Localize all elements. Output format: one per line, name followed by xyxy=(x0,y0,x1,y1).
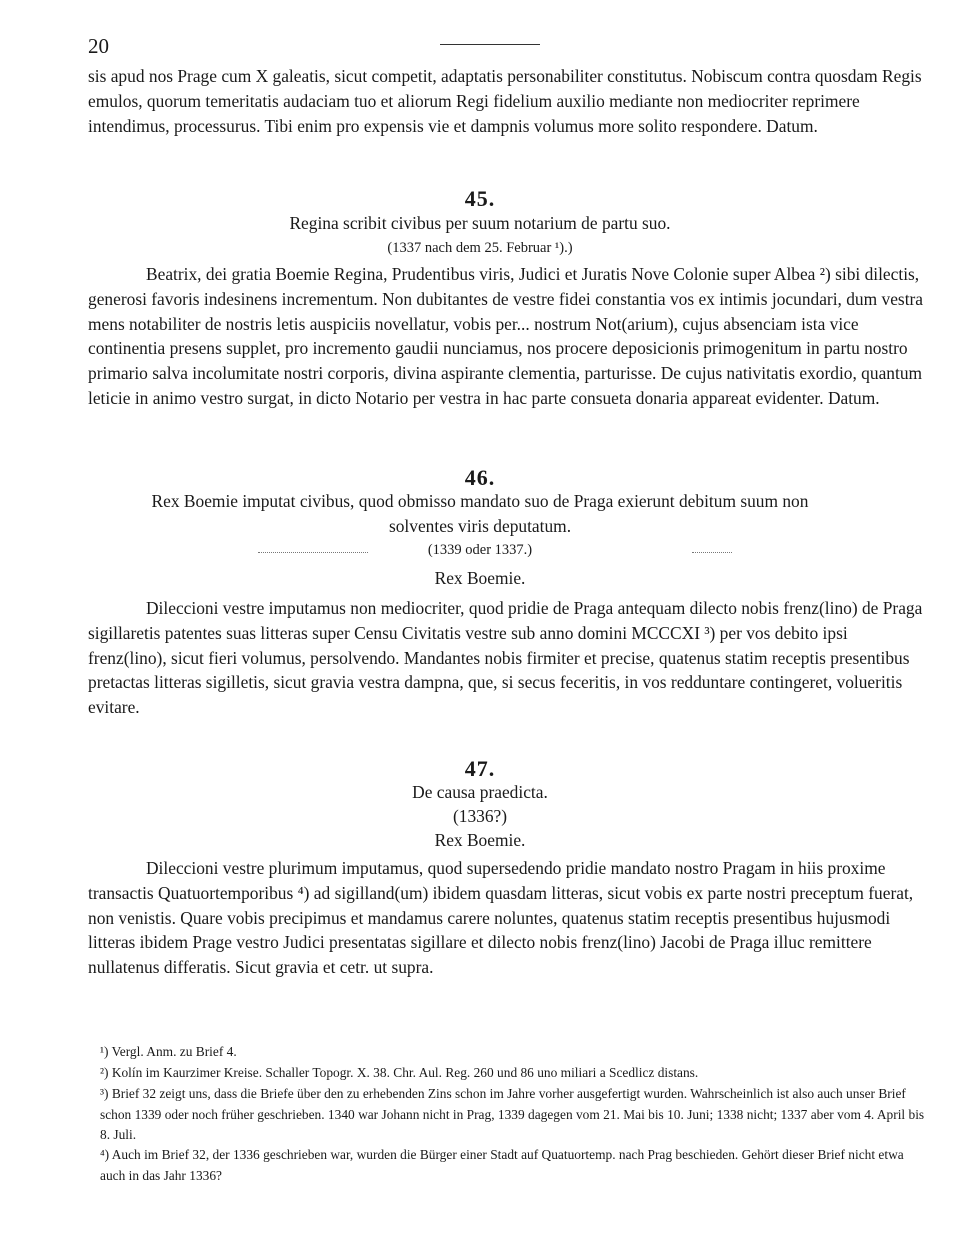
letter-47-date: (1336?) xyxy=(452,806,508,826)
letter-45-body: Beatrix, dei gratia Boemie Regina, Prudentibus viris, Judici et Juratis Nove Colonie super Albea ²) sibi dilectis, generosi favoris indesinens incrementum. Non dubitantes de vestre fidei constantia vos ex intimis jocundari, dum vestra mens notabiliter de nostris letis auspiciis novellatur, vobis per... nostrum Not(arium), cujus absenciam ista vice continentia presens supplet, pro incremento gaudii nunciamus, nos procere deposicionis primogenitum in partu nostro primario salva incolumitate nostri corporis, divina aspirante clementia, parturisse. De cujus nativitatis exordio, quantum leticie in animo vestro surgat, in dicto Notario per vestra in hac parte consueta donaria appareat evidenter. Datum. xyxy=(88,264,924,408)
letter-45-number: 45. xyxy=(464,186,496,211)
letter-46-body: Dileccioni vestre imputamus non mediocriter, quod pridie de Praga antequam dilecto nobis frenz(lino) de Praga sigillaretis patentes suas litteras super Censu Civitatis vestre sub anno domini MCCCXI ³) per vos debito ipsi frenz(lino), sicut fieri volumus, persolvendo. Mandantes nobis firmiter et precise, quatenus statim receptis presentibus pretactas litteras sigilletis, sicut gravia vestra dampna, que, si secus feceritis, in vos redduntare contingeret, volueritis evitare. xyxy=(88,598,923,718)
footnote-2: ²) Kolín im Kaurzimer Kreise. Schaller Topogr. X. 38. Chr. Aul. Reg. 260 und 86 uno miliari a Scedlicz distans. xyxy=(100,1065,699,1080)
letter-46-sender: Rex Boemie. xyxy=(434,568,526,588)
letter-46-date: (1339 oder 1337.) xyxy=(427,542,533,558)
letter-46-summary-line2: solventes viris deputatum. xyxy=(388,516,572,536)
footnote-4: ⁴) Auch im Brief 32, der 1336 geschrieben war, wurden die Bürger einer Stadt auf Quatuortemp. nach Prag beschieden. Gehört dieser Brief nicht etwa auch in das Jahr 1336? xyxy=(100,1147,904,1183)
letter-47-number: 47. xyxy=(464,756,496,781)
letter-46-summary-line1: Rex Boemie imputat civibus, quod obmisso mandato suo de Praga exierunt debitum suum non xyxy=(151,491,809,511)
page-number: 20 xyxy=(88,34,109,58)
dotted-rule-right xyxy=(692,552,732,553)
letter-45-summary: Regina scribit civibus per suum notarium de partu suo. xyxy=(289,213,671,233)
letter-47-body: Dileccioni vestre plurimum imputamus, quod supersedendo pridie mandato nostro Pragam in hiis proxime transactis Quatuortemporibus ⁴) ad sigilland(um) ibidem quasdam litteras, sicut vobis ex parte nostri preceptum fuerat, non venistis. Quare vobis precipimus et mandamus carere noluntes, quatenus statim receptis presentibus hujusmodi litteras ibidem Prage vestro Judici presentatas sigillare et dilecto nobis frenz(lino) Jacobi de Praga illuc remittere nullatenus differatis. Sicut gravia et cetr. ut supra. xyxy=(88,858,914,978)
intro-paragraph: sis apud nos Prage cum X galeatis, sicut competit, adaptatis personabiliter constitutus. Nobiscum contra quosdam Regis emulos, quorum temeritatis audaciam tuo et aliorum Regi fidelium auxilio mediante non mediocriter reprimere intendimus, processurus. Tibi enim pro expensis vie et dampnis volumus more solito respondere. Datum. xyxy=(88,66,922,136)
footnote-3: ³) Brief 32 zeigt uns, dass die Briefe über den zu erhebenden Zins schon im Jahre vorher ausgefertigt wurden. Wahrscheinlich ist also auch unser Brief schon 1339 oder noch früher geschrieben. 1340 war Johann nicht in Prag, 1339 dagegen vom 21. Mai bis 10. Juni; 1338 nicht; 1337 aber vom 4. April bis 8. Juli. xyxy=(100,1086,925,1142)
letter-46-number: 46. xyxy=(464,465,496,490)
header-rule xyxy=(440,44,540,45)
letter-45-date: (1337 nach dem 25. Februar ¹).) xyxy=(387,240,573,256)
footnote-1: ¹) Vergl. Anm. zu Brief 4. xyxy=(100,1044,237,1059)
letter-47-summary: De causa praedicta. xyxy=(412,782,548,802)
letter-47-sender: Rex Boemie. xyxy=(434,830,526,850)
